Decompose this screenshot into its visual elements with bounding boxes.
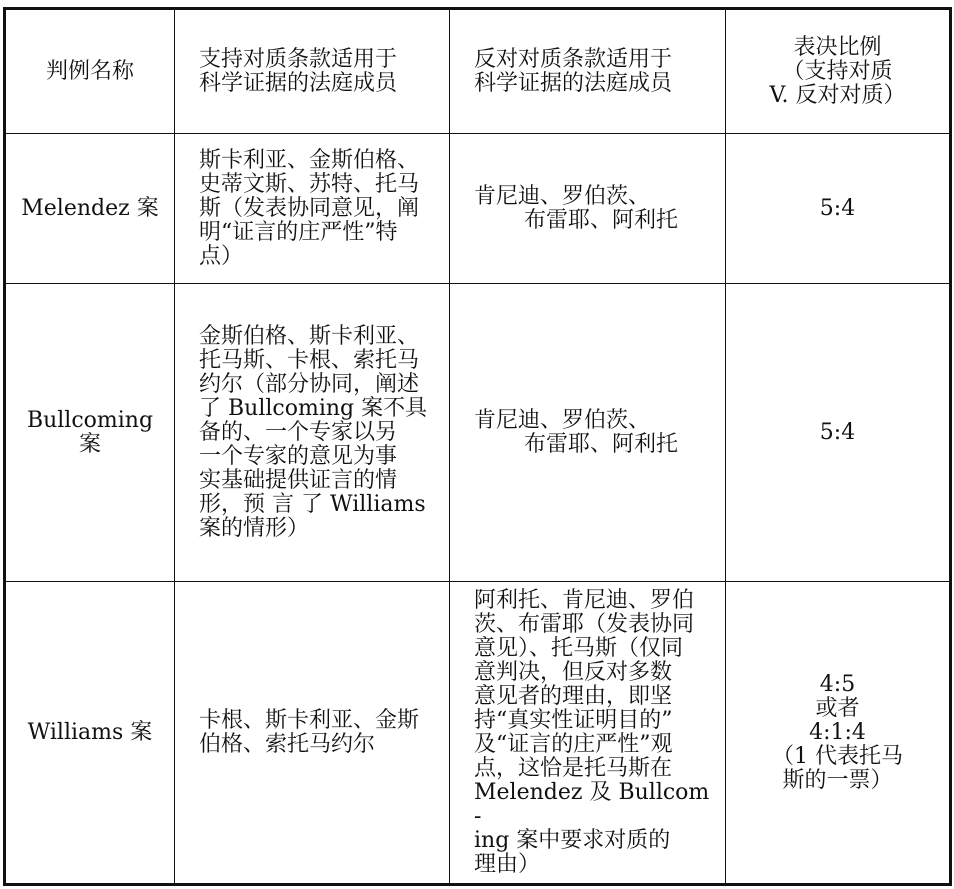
oppose-line: 意见）、托马斯（仅同 [474, 635, 684, 661]
oppose-line: Melendez 及 Bullcom- [474, 779, 710, 829]
support-line: 史蒂文斯、苏特、托马 [199, 171, 420, 197]
support-line: 一个专家的意见为事 [199, 443, 398, 469]
header-ratio-line-3: V. 反对对质） [769, 82, 906, 108]
ratio-cell [726, 582, 951, 885]
oppose-line: 意见者的理由，即坚 [474, 683, 673, 709]
support-line: 实基础提供证言的情 [199, 467, 398, 493]
header-support [175, 9, 450, 134]
support-line: 约尔（部分协同，阐述 [199, 371, 420, 397]
voting-table [3, 7, 952, 886]
oppose-line: 布雷耶、阿利托 [524, 207, 679, 233]
header-case-name-text: 判例名称 [45, 58, 134, 84]
oppose-cell [450, 284, 726, 582]
table-row [5, 284, 951, 582]
ratio-line: （1 代表托马 [772, 743, 903, 769]
oppose-line: 布雷耶、阿利托 [524, 431, 679, 457]
header-row [5, 9, 951, 134]
oppose-line: 及“证言的庄严性”观 [474, 731, 673, 757]
oppose-line: 持“真实性证明目的” [474, 707, 673, 733]
oppose-line: 肯尼迪、罗伯茨、 [474, 407, 651, 433]
ratio-cell [726, 134, 951, 284]
oppose-line: 肯尼迪、罗伯茨、 [474, 183, 651, 209]
oppose-line: 意判决，但反对多数 [474, 659, 673, 685]
support-line: 备的、一个专家以另 [199, 419, 398, 445]
header-support-line-1: 支持对质条款适用于 [199, 46, 398, 72]
case-name-williams: Williams 案 [27, 719, 153, 745]
table-row [5, 582, 951, 885]
oppose-cell [450, 582, 726, 885]
header-support-line-2: 科学证据的法庭成员 [199, 70, 398, 96]
support-cell [175, 284, 450, 582]
ratio-line: 或者 [815, 695, 860, 721]
support-line: 了 Bullcoming 案不具 [199, 395, 428, 421]
header-ratio [726, 9, 951, 134]
oppose-line: 阿利托、肯尼迪、罗伯 [474, 587, 695, 613]
table-row [5, 134, 951, 284]
support-line: 卡根、斯卡利亚、金斯 [199, 707, 420, 733]
support-line: 伯格、索托马约尔 [199, 731, 376, 757]
support-cell [175, 582, 450, 885]
ratio-cell [726, 284, 951, 582]
ratio-line: 4:1:4 [809, 719, 866, 745]
case-name-cell [5, 284, 175, 582]
oppose-line: 茨、布雷耶（发表协同 [474, 611, 695, 637]
support-line: 托马斯、卡根、索托马 [199, 347, 420, 373]
oppose-cell [450, 134, 726, 284]
header-oppose-line-2: 科学证据的法庭成员 [474, 70, 673, 96]
ratio-line: 5:4 [819, 419, 856, 445]
ratio-line: 斯的一票） [782, 767, 893, 793]
support-line: 金斯伯格、斯卡利亚、 [199, 323, 420, 349]
header-oppose-line-1: 反对对质条款适用于 [474, 46, 673, 72]
support-cell [175, 134, 450, 284]
header-case-name [5, 9, 175, 134]
header-oppose [450, 9, 726, 134]
support-line: 案的情形） [199, 515, 310, 541]
support-line: 点） [199, 243, 244, 269]
header-ratio-line-2: （支持对质 [782, 58, 893, 84]
case-name-cell [5, 134, 175, 284]
oppose-line: 点，这恰是托马斯在 [474, 755, 673, 781]
support-line: 形，预 言 了 Williams [199, 491, 426, 517]
ratio-line: 4:5 [819, 671, 856, 697]
case-name-melendez: Melendez 案 [21, 195, 159, 221]
ratio-line: 5:4 [819, 195, 856, 221]
case-name-bullcoming: Bullcoming 案 [26, 407, 154, 457]
oppose-line: ing 案中要求对质的 [474, 827, 671, 853]
voting-table-container [3, 7, 949, 883]
header-ratio-line-1: 表决比例 [793, 34, 882, 60]
case-name-cell [5, 582, 175, 885]
support-line: 明“证言的庄严性”特 [199, 219, 398, 245]
support-line: 斯（发表协同意见，阐 [199, 195, 420, 221]
oppose-line: 理由） [474, 851, 541, 877]
support-line: 斯卡利亚、金斯伯格、 [199, 147, 420, 173]
